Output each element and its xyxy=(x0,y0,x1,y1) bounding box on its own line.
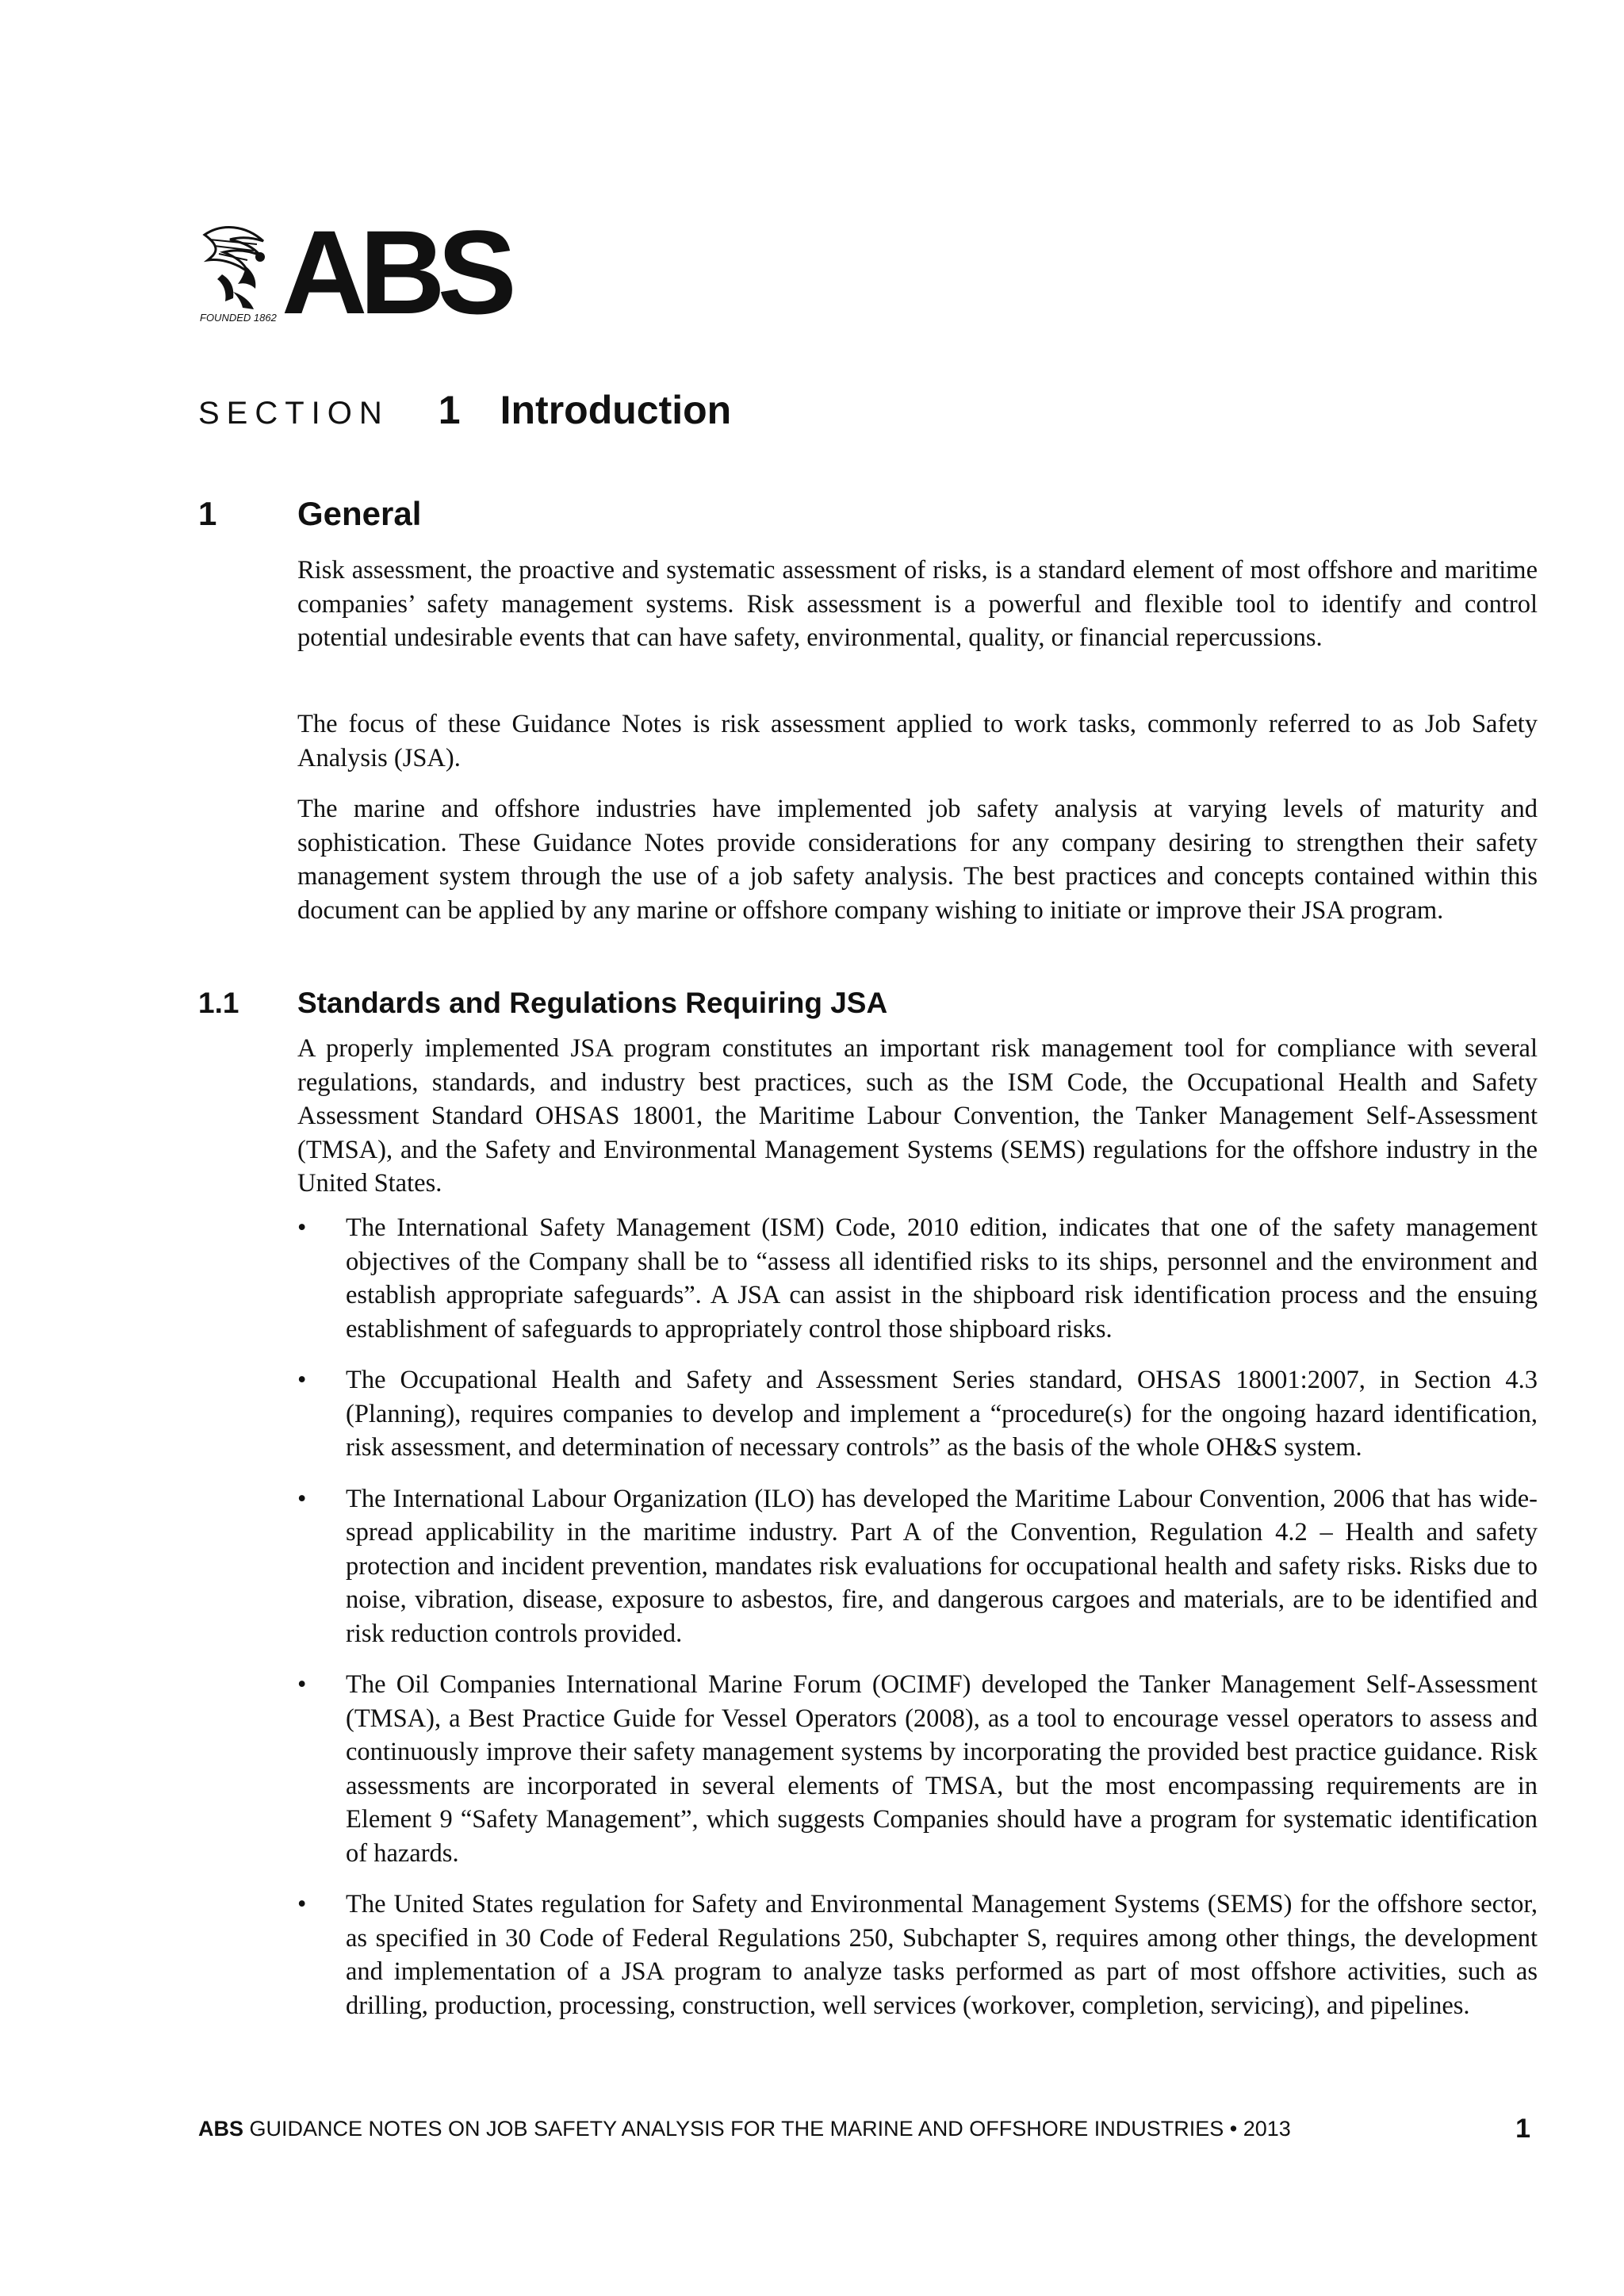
heading-standards-title: Standards and Regulations Requiring JSA xyxy=(297,987,888,1019)
list-item: • The United States regulation for Safety and Environmental Management Systems (SEMS) for the offshore sector, as specified in 30 Code of Federal Regulations 250, Subchapter S, requires among other things, the development and implementation of a JSA program to analyze tasks performed as part of most offshore activities, such as drilling, production, processing, construction, well services (workover, completion, servicing), and pipelines. xyxy=(297,1888,1538,2022)
bullet-icon: • xyxy=(297,1890,307,1918)
heading-standards-number: 1.1 xyxy=(198,987,239,1019)
footer-title: GUIDANCE NOTES ON JOB SAFETY ANALYSIS FOR THE MARINE AND OFFSHORE INDUSTRIES xyxy=(249,2117,1224,2141)
standards-bullet-list xyxy=(297,1211,1538,2040)
abs-logo xyxy=(198,205,509,339)
page-footer xyxy=(198,2114,1530,2144)
list-item: • The International Safety Management (ISM) Code, 2010 edition, indicates that one of the safety management objectives of the Company shall be to “assess all identified risks to its ships, personnel and the environment and establish appropriate safeguards”. A JSA can assist in the shipboard risk identification process and the ensuing establishment of safeguards to appropriately control those shipboard risks. xyxy=(297,1211,1538,1346)
logo-tagline: FOUNDED 1862 xyxy=(200,312,277,324)
footer-year: 2013 xyxy=(1243,2117,1291,2141)
section-title: Introduction xyxy=(500,388,732,432)
bullet-icon: • xyxy=(297,1366,307,1394)
general-paragraph-2: The focus of these Guidance Notes is risk assessment applied to work tasks, commonly referred to as Job Safety Analysis (JSA). xyxy=(297,710,1538,772)
list-item: • The International Labour Organization (ILO) has developed the Maritime Labour Convention, 2006 that has wide-spread applicability in the maritime industry. Part A of the Convention, Regulation 4.2 – Health and safety protection and incident prevention, mandates risk evaluations for occupational health and safety risks. Risks due to noise, vibration, disease, exposure to asbestos, fire, and dangerous cargoes and materials, are to be identified and risk reduction controls provided. xyxy=(297,1482,1538,1651)
general-paragraph-3: The marine and offshore industries have implemented job safety analysis at varying levels of maturity and sophistication. These Guidance Notes provide considerations for any company desiring to strengthen their safety management system through the use of a job safety analysis. The best practices and concepts contained within this document can be applied by any marine or offshore company wishing to initiate or improve their JSA program. xyxy=(297,795,1538,925)
heading-general-title: General xyxy=(297,495,422,532)
section-label: SECTION xyxy=(198,396,389,431)
standards-intro-paragraph: A properly implemented JSA program constitutes an important risk management tool for compliance with several regulations, standards, and industry best practices, such as the ISM Code, the Occupational Health and Safety Assessment Standard OHSAS 18001, the Maritime Labour Convention, the Tanker Management Self-Assessment (TMSA), and the Safety and Environmental Management Systems (SEMS) regulations for the offshore industry in the United States. xyxy=(297,1034,1538,1198)
eagle-emblem-icon xyxy=(198,219,293,314)
bullet-icon: • xyxy=(297,1670,307,1699)
list-item: • The Occupational Health and Safety and Assessment Series standard, OHSAS 18001:2007, in Section 4.3 (Planning), requires companies to develop and implement a “procedure(s) for the ongoing hazard identification, risk assessment, and determination of necessary controls” as the basis of the whole OH&S system. xyxy=(297,1363,1538,1465)
footer-brand: ABS xyxy=(198,2117,244,2141)
logo-wordmark: ABS xyxy=(282,205,509,339)
section-heading xyxy=(198,387,731,433)
heading-general xyxy=(198,495,421,533)
general-paragraph-1: Risk assessment, the proactive and systematic assessment of risks, is a standard element of most offshore and maritime companies’ safety management systems. Risk assessment is a powerful and flexible tool to identify and control potential undesirable events that can have safety, environmental, quality, or financial repercussions. xyxy=(297,556,1538,652)
bullet-icon: • xyxy=(297,1213,307,1242)
section-number: 1 xyxy=(438,388,461,432)
bullet-icon: • xyxy=(297,1484,307,1513)
list-item: • The Oil Companies International Marine Forum (OCIMF) developed the Tanker Management Self-Assessment (TMSA), a Best Practice Guide for Vessel Operators (2008), as a tool to encourage vessel operators to assess and continuously improve their safety management systems by incorporating the provided best practice guidance. Risk assessments are incorporated in several elements of TMSA, but the most encompassing requirements are in Element 9 “Safety Management”, which suggests Companies should have a program for systematic identification of hazards. xyxy=(297,1668,1538,1870)
footer-separator: • xyxy=(1229,2117,1238,2141)
heading-general-number: 1 xyxy=(198,495,217,532)
page-number: 1 xyxy=(1515,2114,1530,2144)
heading-standards xyxy=(198,987,887,1020)
